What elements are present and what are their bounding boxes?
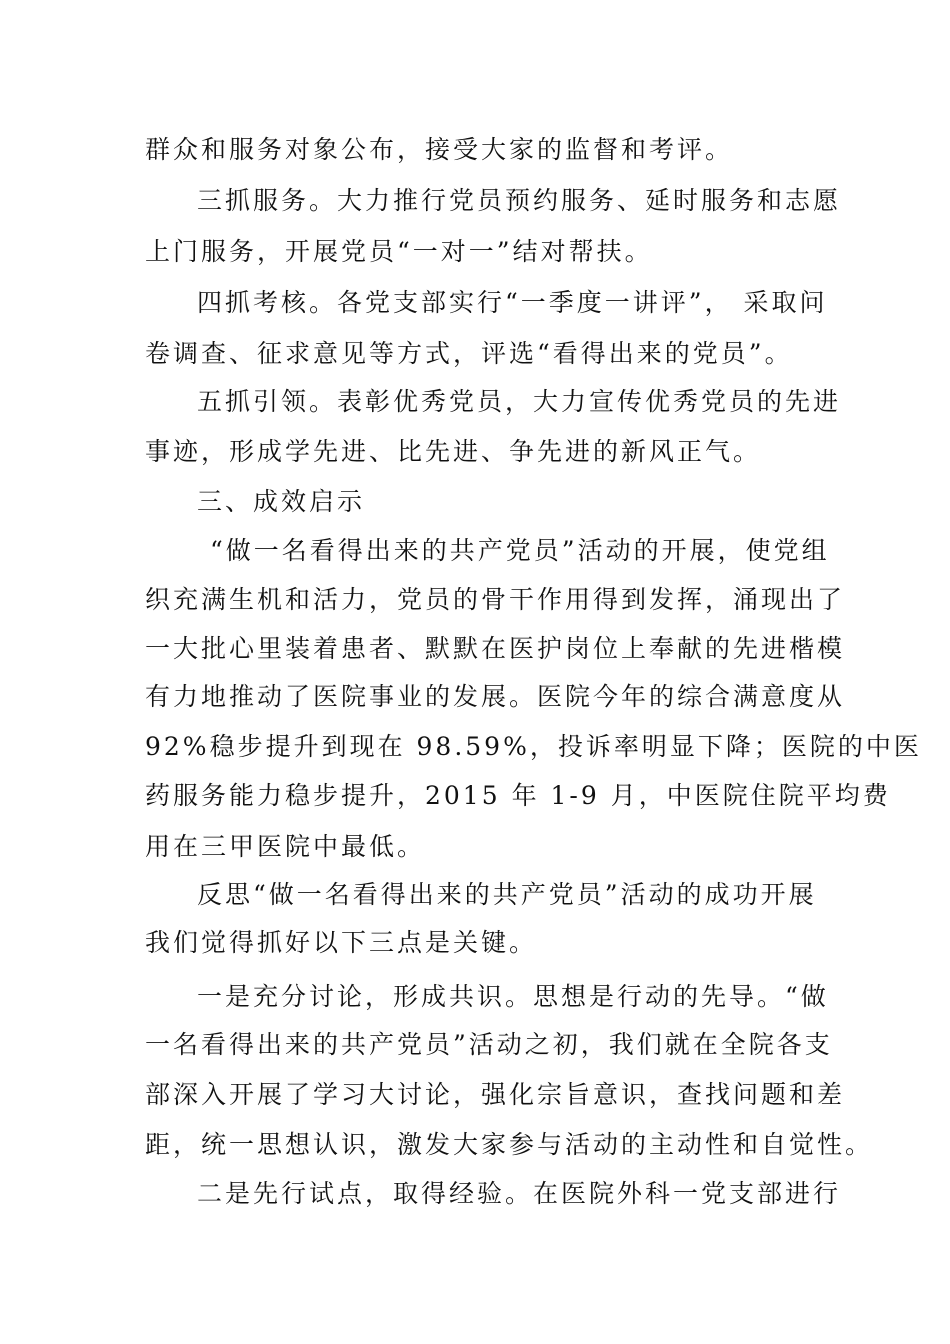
text-line: “做一名看得出来的共产党员”活动的开展，使党组 <box>210 536 830 565</box>
text-line: 二是先行试点，取得经验。在医院外科一党支部进行 <box>197 1179 842 1208</box>
text-line: 我们觉得抓好以下三点是关键。 <box>145 928 538 957</box>
text-line: 有力地推动了医院事业的发展。医院今年的综合满意度从 <box>145 682 846 711</box>
text-line: 一是充分讨论，形成共识。思想是行动的先导。“做 <box>197 982 829 1011</box>
text-line: 反思“做一名看得出来的共产党员”活动的成功开展 <box>197 880 817 909</box>
text-line: 群众和服务对象公布，接受大家的监督和考评。 <box>145 135 734 164</box>
text-line: 四抓考核。各党支部实行“一季度一讲评”， 采取问 <box>197 288 828 317</box>
text-line: 事迹，形成学先进、比先进、争先进的新风正气。 <box>145 437 762 466</box>
text-line: 一名看得出来的共产党员”活动之初，我们就在全院各支 <box>145 1030 833 1059</box>
text-line: 距，统一思想认识，激发大家参与活动的主动性和自觉性。 <box>145 1130 874 1159</box>
text-line: 三抓服务。大力推行党员预约服务、延时服务和志愿 <box>197 186 842 215</box>
text-line: 部深入开展了学习大讨论，强化宗旨意识，查找问题和差 <box>145 1080 846 1109</box>
text-line: 一大批心里装着患者、默默在医护岗位上奉献的先进楷模 <box>145 634 846 663</box>
text-line: 织充满生机和活力，党员的骨干作用得到发挥，涌现出了 <box>145 585 846 614</box>
text-line: 五抓引领。表彰优秀党员，大力宣传优秀党员的先进 <box>197 387 842 416</box>
text-line: 药服务能力稳步提升，2015 年 1-9 月，中医院住院平均费 <box>145 781 891 810</box>
text-line: 92%稳步提升到现在 98.59%，投诉率明显下降；医院的中医 <box>145 732 922 761</box>
text-line: 用在三甲医院中最低。 <box>145 832 426 861</box>
section-heading: 三、成效启示 <box>197 487 366 516</box>
text-line: 卷调查、征求意见等方式，评选“看得出来的党员”。 <box>145 339 793 368</box>
text-line: 上门服务，开展党员“一对一”结对帮扶。 <box>145 237 653 266</box>
